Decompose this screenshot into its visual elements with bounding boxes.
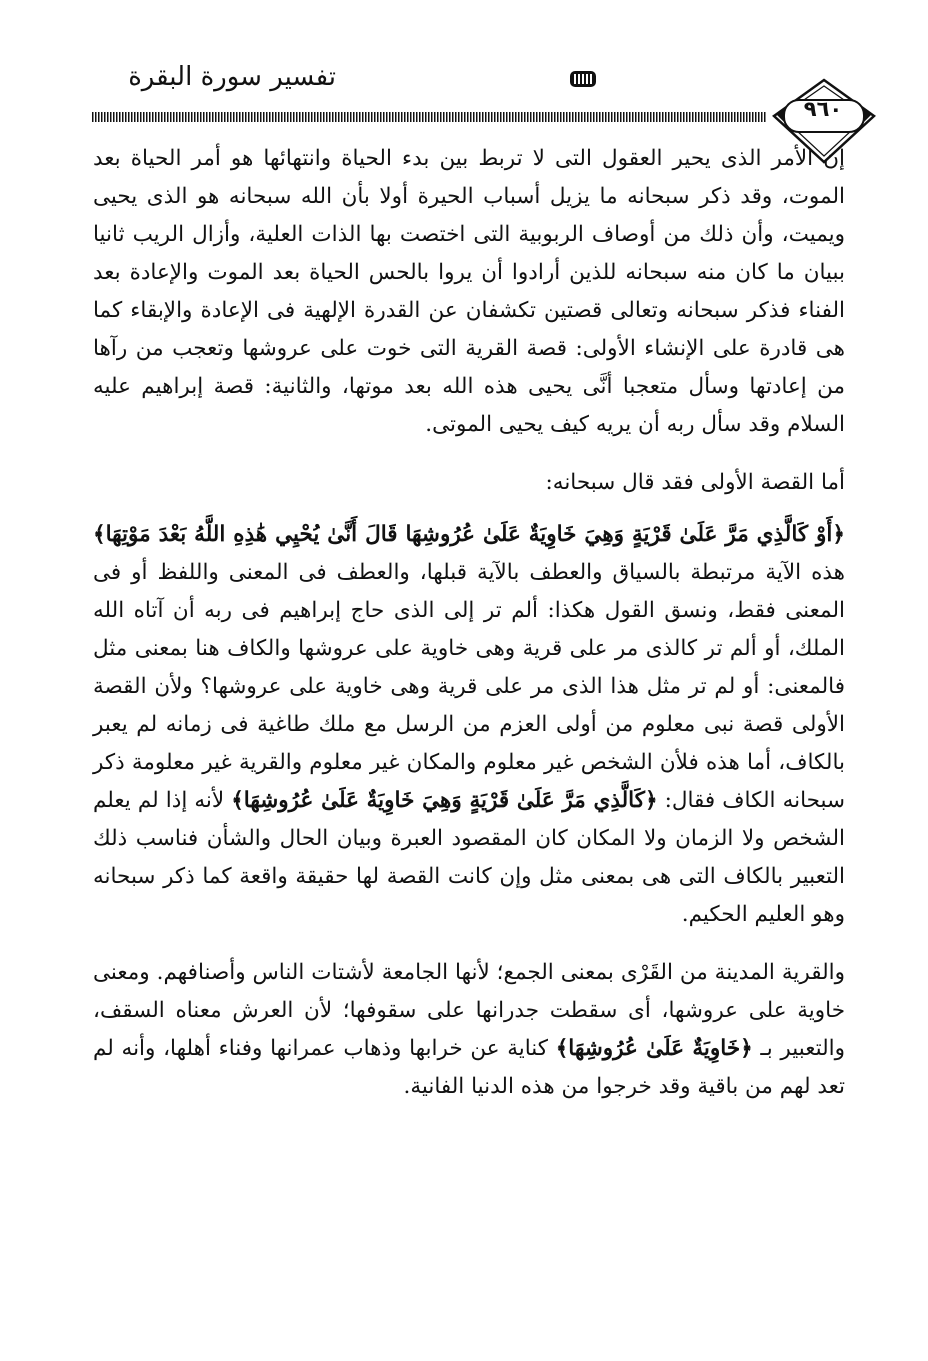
page-number: ٩٦٠ xyxy=(803,97,843,121)
paragraph-text: أما القصة الأولى فقد قال سبحانه: xyxy=(545,470,845,495)
paragraph xyxy=(93,516,845,934)
paragraph-text: والقرية المدينة من القَرْى بمعنى الجمع؛ لأنها الجامعة لأشتات الناس وأصنافهم. ومعنى خاوية على عروشها، أى سقطت جدرانها على سقوفها؛ لأن العرش معناه السقف، والتعبير بـ xyxy=(93,960,845,1061)
book-title: تفسير سورة البقرة xyxy=(128,62,336,92)
paragraph-text: كناية عن خرابها وذهاب عمرانها وفناء أهلها، وأنه لم تعد لهم من باقية وقد خرجوا من هذه الدنيا الفانية. xyxy=(93,1036,845,1099)
paragraph-text: لأنه إذا لم يعلم الشخص ولا الزمان ولا المكان كان المقصود العبرة وبيان الحال والشأن فناسب ذلك التعبير بالكاف التى هى بمعنى مثل وإن كانت القصة لها حقيقة واقعة كما ذكر سبحانه وهو العليم الحكيم. xyxy=(93,788,845,927)
paragraph xyxy=(93,140,845,444)
paragraph xyxy=(93,954,845,1106)
paragraph-text: إن الأمر الذى يحير العقول التى لا تربط بين بدء الحياة وانتهائها هو أمر الحياة بعد الموت، وقد ذكر سبحانه ما يزيل أسباب الحيرة أولا بأن الله سبحانه هو الذى يحيى ويميت، وأن ذلك من أوصاف الربوبية التى اختصت بها الذات العلية، وأزال الريب ثانيا ببيان ما كان منه سبحانه للذين أرادوا أن يروا بالحس الحياة بعد الموت والإعادة بعد الفناء فذكر سبحانه وتعالى قصتين تكشفان عن القدرة الإلهية فى الإعادة والإبقاء كما هى قادرة على الإنشاء الأولى: قصة القرية التى خوت على عروشها وتعجب من رآها من إعادتها وسأل متعجبا أنَّى يحيى هذه الله بعد موتها، والثانية: قصة إبراهيم عليه السلام وقد سأل ربه أن يريه كيف يحيى الموتى. xyxy=(93,146,845,437)
header-rule xyxy=(92,112,767,122)
quran-verse: ﴿خَاوِيَةٌ عَلَىٰ عُرُوشِهَا﴾ xyxy=(555,1036,753,1061)
quran-verse: ﴿كَالَّذِي مَرَّ عَلَىٰ قَرْيَةٍ وَهِيَ خَاوِيَةٌ عَلَىٰ عُرُوشِهَا﴾ xyxy=(231,788,658,813)
page-body xyxy=(93,140,845,1120)
ornament-icon xyxy=(568,68,598,90)
paragraph-text: هذه الآية مرتبطة بالسياق والعطف بالآية قبلها، والعطف فى المعنى واللفظ أو فى المعنى فقط، ونسق القول هكذا: ألم تر إلى الذى حاج إبراهيم فى ربه أن آتاه الله الملك، أو ألم تر كالذى مر على قرية وهى خاوية على عروشها والكاف هنا بمعنى مثل فالمعنى: أو لم تر مثل هذا الذى مر على قرية وهى خاوية على عروشها؟ ولأن القصة الأولى قصة نبى معلوم من أولى العزم من الرسل مع ملك طاغية فى زمانه لم يعبر بالكاف، أما هذه فلأن الشخص غير معلوم والمكان غير معلوم والقرية غير معلومة ذكر سبحانه الكاف فقال: xyxy=(93,560,846,813)
paragraph xyxy=(93,464,845,502)
quran-verse: ﴿أَوْ كَالَّذِي مَرَّ عَلَىٰ قَرْيَةٍ وَهِيَ خَاوِيَةٌ عَلَىٰ عُرُوشِهَا قَالَ أَنَّىٰ يُحْيِي هَٰذِهِ اللَّهُ بَعْدَ مَوْتِهَا﴾ xyxy=(93,522,845,547)
